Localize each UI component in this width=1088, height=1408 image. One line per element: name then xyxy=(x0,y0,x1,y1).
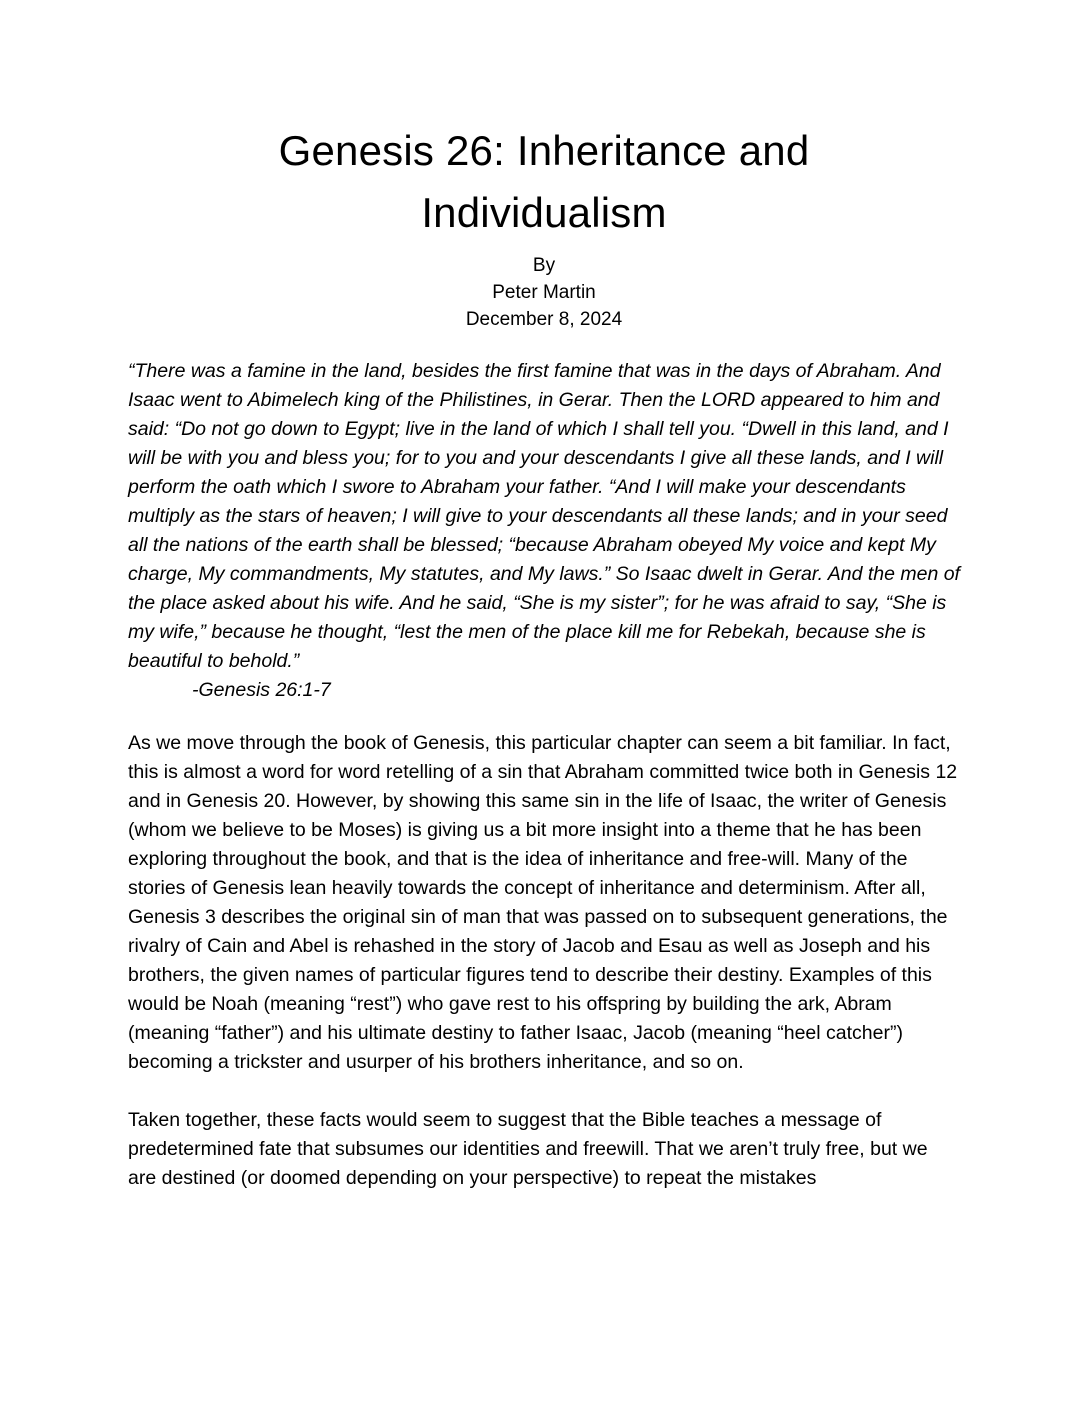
scripture-quote-block xyxy=(128,357,960,705)
scripture-quote-attribution: -Genesis 26:1-7 xyxy=(192,679,331,701)
byline-date: December 8, 2024 xyxy=(465,309,623,330)
body-paragraph-2: Taken together, these facts would seem to suggest that the Bible teaches a message of predetermined fate that subsumes our identities and freewill. That we aren’t truly free, but we are destined (or doomed depending on your perspective) to repeat the mistakes xyxy=(128,1109,928,1189)
byline-by-label: By xyxy=(532,255,556,276)
body-paragraph-1: As we move through the book of Genesis, this particular chapter can seem a bit familiar. In fact, this is almost a word for word retelling of a sin that Abraham committed twice both in Genesis 12 and in Genesis 20. However, by showing this same sin in the life of Isaac, the writer of Genesis (whom we believe to be Moses) is giving us a bit more insight into a theme that he has been exploring throughout the book, and that is the idea of inheritance and free-will. Many of the stories of Genesis lean heavily towards the concept of inheritance and determinism. After all, Genesis 3 describes the original sin of man that was passed on to subsequent generations, the rivalry of Cain and Abel is rehashed in the story of Jacob and Esau as well as Joseph and his brothers, the given names of particular figures tend to describe their destiny. Examples of this would be Noah (meaning “rest”) who gave rest to his offspring by building the ark, Abram (meaning “father”) and his ultimate destiny to father Isaac, Jacob (meaning “heel catcher”) becoming a trickster and usurper of his brothers inheritance, and so on. xyxy=(128,732,958,1073)
document-title: Genesis 26: Inheritance and Individualism xyxy=(278,127,810,236)
scripture-quote-text: “There was a famine in the land, besides the first famine that was in the days of Abraham. And Isaac went to Abimelech king of the Philistines, in Gerar. Then the LORD appeared to him and said: “Do not go down to Egypt; live in the land of which I shall tell you. “Dwell in this land, and I will be with you and bless you; for to you and your descendants I give all these lands, and I will perform the oath which I swore to Abraham your father. “And I will make your descendants multiply as the stars of heaven; I will give to your descendants all these lands; and in your seed all the nations of the earth shall be blessed; “because Abraham obeyed My voice and kept My charge, My commandments, My statutes, and My laws.” So Isaac dwelt in Gerar. And the men of the place asked about his wife. And he said, “She is my sister”; for he was afraid to say, “She is my wife,” because he thought, “lest the men of the place kill me for Rebekah, because she is beautiful to behold.” xyxy=(128,360,960,672)
byline-author: Peter Martin xyxy=(492,282,596,303)
byline xyxy=(128,252,960,333)
